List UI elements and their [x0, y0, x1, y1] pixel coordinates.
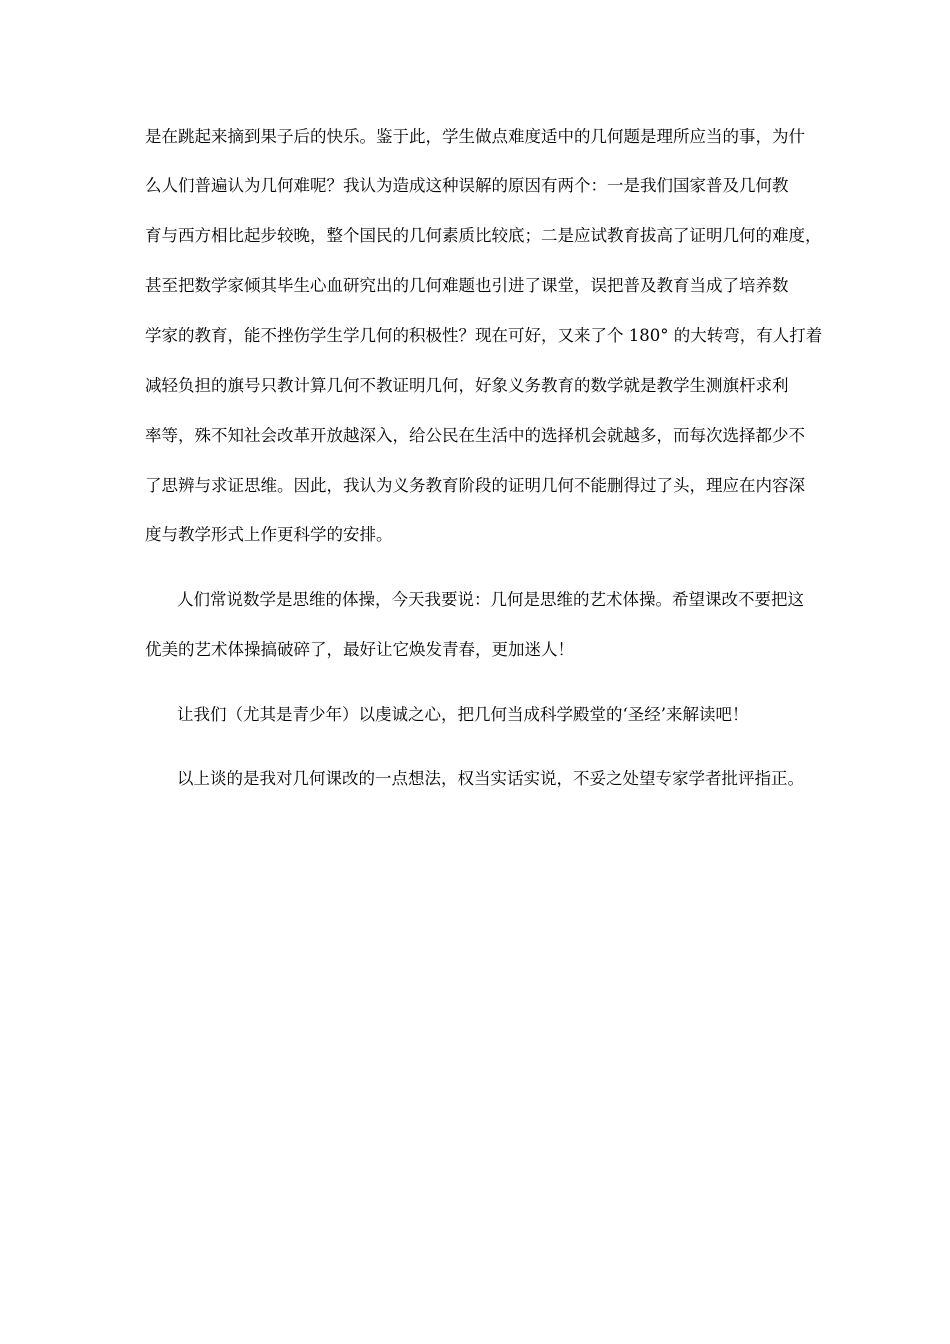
paragraph-2-line-2: 优美的艺术体操搞破碎了，最好让它焕发青春，更加迷人！	[145, 640, 574, 659]
paragraph-1-line-6: 减轻负担的旗号只教计算几何不教证明几何，好象义务教育的数学就是教学生测旗杆求利	[145, 376, 789, 395]
paragraph-2-line-1: 人们常说数学是思维的体操，今天我要说：几何是思维的艺术体操。希望课改不要把这	[177, 590, 804, 609]
paragraph-1-line-7: 率等，殊不知社会改革开放越深入，给公民在生活中的选择机会就越多，而每次选择都少不	[145, 426, 805, 445]
paragraph-4-line-1: 以上谈的是我对几何课改的一点想法，权当实话实说，不妥之处望专家学者批评指正。	[177, 769, 804, 788]
paragraph-1-line-3: 育与西方相比起步较晚，整个国民的几何素质比较底；二是应试教育拔高了证明几何的难度，	[145, 226, 822, 245]
paragraph-1-line-8: 了思辨与求证思维。因此，我认为义务教育阶段的证明几何不能删得过了头，理应在内容深	[145, 476, 805, 495]
paragraph-3-line-1: 让我们（尤其是青少年）以虔诚之心，把几何当成科学殿堂的‘圣经’来解读吧！	[177, 705, 749, 724]
paragraph-1-line-5: 学家的教育，能不挫伤学生学几何的积极性？现在可好，又来了个 180° 的大转弯，有人打着	[145, 326, 823, 345]
paragraph-1-line-1: 是在跳起来摘到果子后的快乐。鉴于此，学生做点难度适中的几何题是理所应当的事，为什	[145, 127, 805, 146]
paragraph-1-line-2: 么人们普遍认为几何难呢？我认为造成这种误解的原因有两个：一是我们国家普及几何教	[145, 176, 789, 195]
paragraph-1-line-4: 甚至把数学家倾其毕生心血研究出的几何难题也引进了课堂，误把普及教育当成了培养数	[145, 276, 789, 295]
paragraph-1-line-9: 度与教学形式上作更科学的安排。	[145, 525, 393, 544]
